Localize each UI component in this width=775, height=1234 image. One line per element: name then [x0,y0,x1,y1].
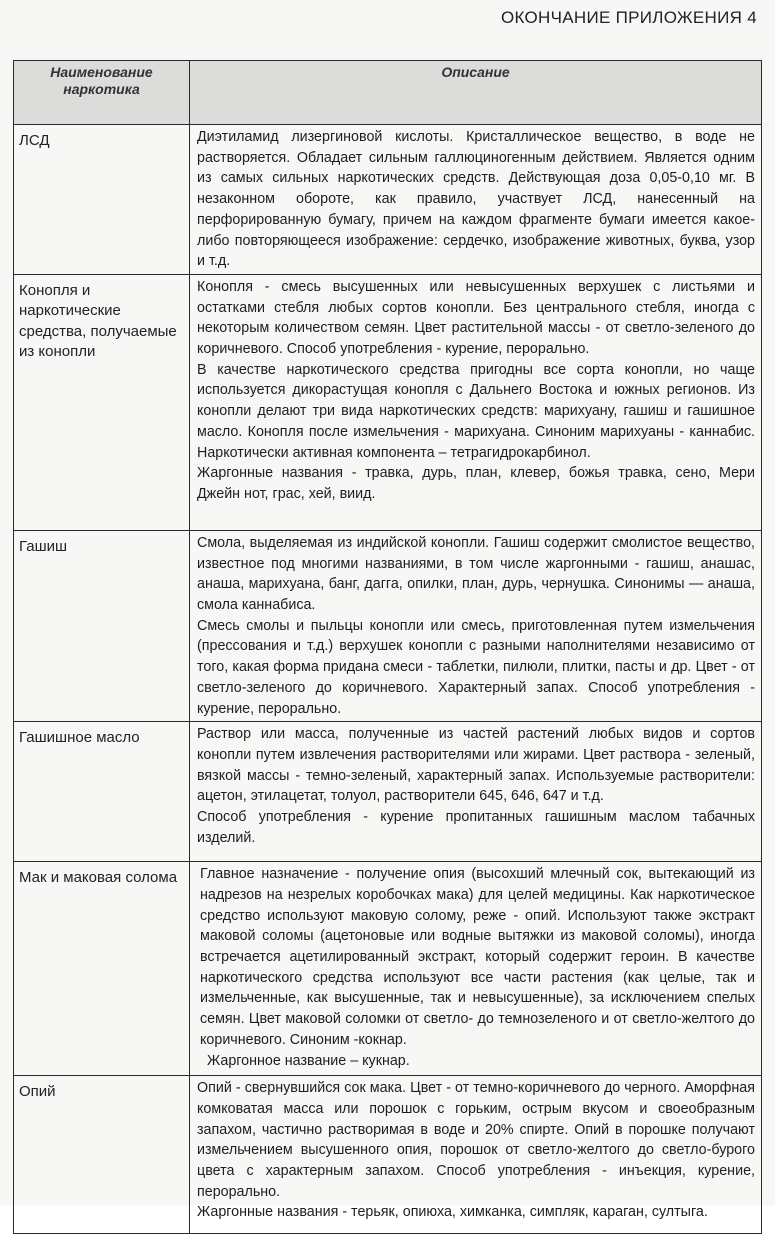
description-paragraph: Жаргонные названия - терьяк, опиюха, химканка, симпляк, караган, султыга. [197,1204,708,1221]
description-paragraph: Диэтиламид лизергиновой кислоты. Кристаллическое вещество, в воде не растворяется. Обладает сильным галлюциногенным действием. Является одним из самых сильных наркотических средств. Действующая доза 0,05-0,10 мг. В незаконном обороте, как правило, участвует ЛСД, нанесенный на перфорированную бумагу, причем на каждом фрагменте бумаги имеется какое-либо повторяющееся изображение: сердечко, изображение животных, буква, узор и т.д. [197,129,755,270]
drug-name-cell: Опий [14,1076,190,1234]
drug-description-cell [190,1076,762,1234]
drug-description-cell [190,274,762,530]
table-row-hash-oil [14,722,762,862]
drug-name-cell: ЛСД [14,125,190,275]
description-paragraph: Главное назначение - получение опия (высохший млечный сок, вытекающий из надрезов на незрелых коробочках мака) для целей медицины. Как наркотическое средство используют маковую солому, реже - опий. Используют также экстракт маковой соломы (ацетоновые или водные вытяжки из маковой соломы), иногда встречается ацетилированный экстракт, который содержит героин. В качестве наркотического средства используют все части растения (как целые, так и измельченные, как высушенные, так и невысушенные), за исключением спелых семян. Цвет маковой соломки от светло- до темнозеленого и от светло-желтого до коричневого. Синоним -кокнар. [200,866,755,1048]
drug-name-cell: Гашиш [14,530,190,721]
table-row-hashish [14,530,762,721]
drug-description-cell [190,530,762,721]
table-header-row [14,61,762,125]
description-paragraph: Жаргонное название – кукнар. [207,1052,410,1069]
drug-description-cell [190,862,762,1076]
column-header-description: Описание [190,61,762,125]
drug-name-cell: Мак и маковая солома [14,862,190,1076]
description-paragraph: Способ употребления - курение пропитанных гашишным маслом табачных изделий. [197,809,755,846]
table-row-poppy [14,862,762,1076]
running-header: ОКОНЧАНИЕ ПРИЛОЖЕНИЯ 4 [500,8,757,27]
drug-description-cell [190,125,762,275]
table-row-cannabis [14,274,762,530]
table-row-opium [14,1076,762,1234]
table-row-lsd [14,125,762,275]
drug-name-cell: Конопля и наркотические средства, получаемые из конопли [14,274,190,530]
description-paragraph: Раствор или масса, полученные из частей растений любых видов и сортов конопли путем извлечения растворителями или жирами. Цвет раствора - зеленый, вязкой массы - темно-зеленый, характерный запах. Используемые растворители: ацетон, этилацетат, толуол, растворители 645, 646, 647 и т.д. [197,726,755,805]
description-paragraph: Жаргонные названия - травка, дурь, план, клевер, божья травка, сено, Мери Джейн нот, грас, хей, виид. [197,465,755,502]
drug-description-cell [190,722,762,862]
description-paragraph: Смола, выделяемая из индийской конопли. Гашиш содержит смолистое вещество, известное под многими названиями, в том числе жаргонными - гашиш, анашас, анаша, марихуана, банг, дагга, опилки, план, дурь, чернушка. Синонимы — анаша, смола каннабиса. [197,534,755,614]
description-paragraph: Конопля - смесь высушенных или невысушенных верхушек с листьями и остатками стебля любых сортов конопли. Без центрального стебля, иногда с некоторым количеством семян. Цвет растительной массы - от светло-зеленого до коричневого. Способ употребления - курение, перорально. [197,278,755,358]
column-header-name: Наименование наркотика [14,61,190,125]
description-paragraph: Опий - свернувшийся сок мака. Цвет - от темно-коричневого до черного. Аморфная комковатая масса или порошок с горьким, острым вкусом и своеобразным запахом, частично растворимая в воде и 20% спирте. Опий в порошке получают измельчением высушенного опия, порошок от светло-желтого до светло-бурого цвета с характерным запахом. Способ употребления - инъекция, курение, перорально. [197,1080,755,1200]
drug-name-cell: Гашишное масло [14,722,190,862]
drug-description-table [13,60,762,1234]
description-paragraph: Смесь смолы и пыльцы конопли или смесь, приготовленная путем измельчения (прессования и т.д.) верхушек конопли с разными наполнителями независимо от того, какая форма придана смеси - таблетки, пилюли, плитки, пасты и др. Цвет - от светло-зеленого до коричневого. Характерный запах. Способ употребления - курение, перорально. [197,617,755,717]
description-paragraph: В качестве наркотического средства пригодны все сорта конопли, но чаще используется дикорастущая конопля с Дальнего Востока и южных регионов. Из конопли делают три вида наркотических средств: марихуану, гашиш и гашишное масло. Конопля после измельчения - марихуана. Синоним марихуаны - каннабис. Наркотически активная компонента – тетрагидрокарбинол. [197,361,755,461]
